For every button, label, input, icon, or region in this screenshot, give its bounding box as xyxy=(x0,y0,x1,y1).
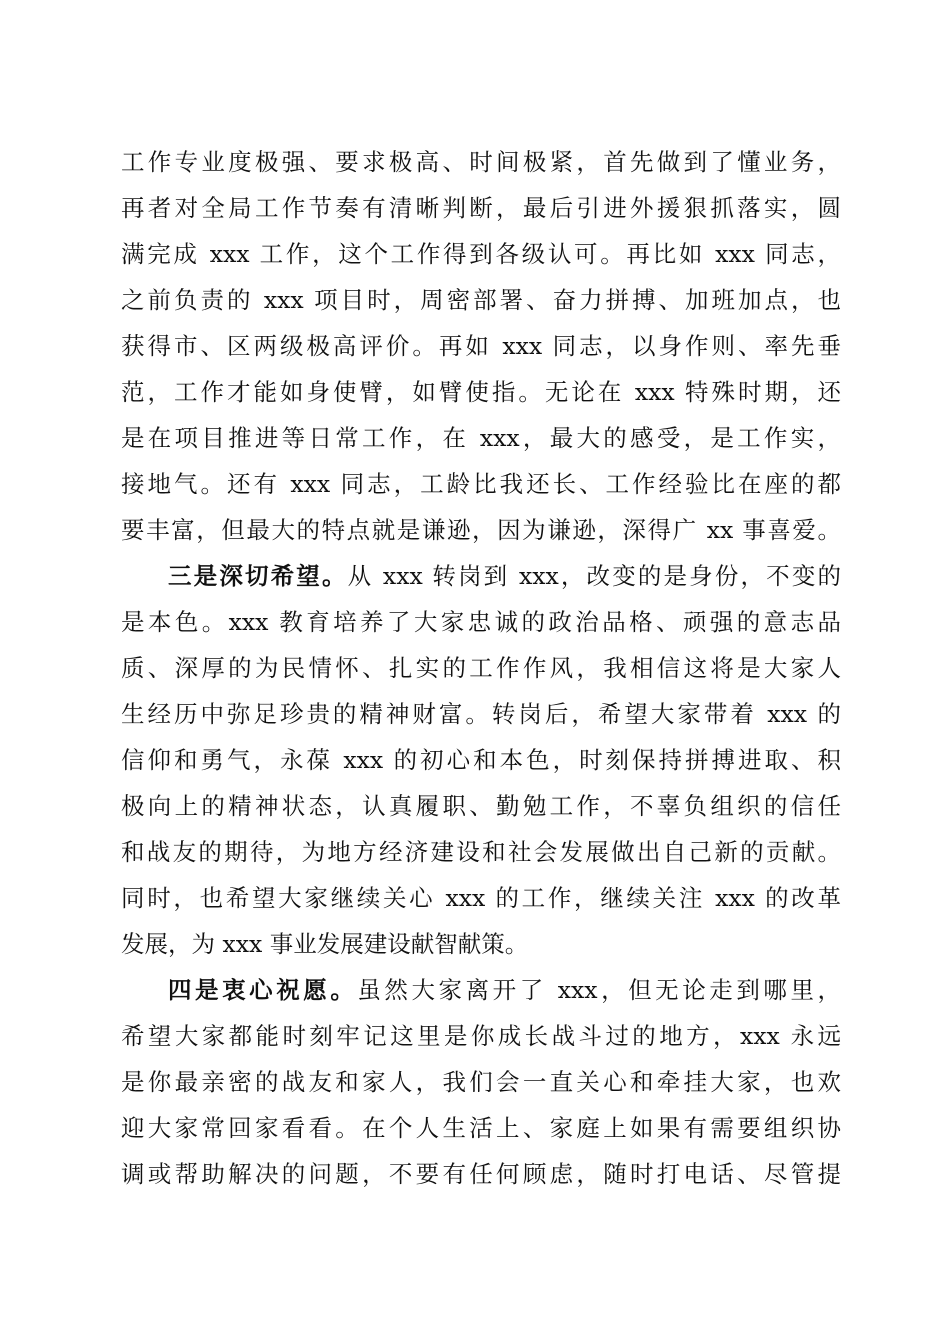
text-line: 质、深厚的为民情怀、扎实的工作作风，我相信这将是大家人 xyxy=(121,654,841,682)
paragraph-lead: 三是深切希望。 xyxy=(168,562,348,590)
text-line: 满完成 xxx 工作，这个工作得到各级认可。再比如 xxx 同志， xyxy=(121,240,841,268)
text-line: 之前负责的 xxx 项目时，周密部署、奋力拼搏、加班加点，也 xyxy=(121,286,841,314)
text-line: 接地气。还有 xxx 同志，工龄比我还长、工作经验比在座的都 xyxy=(121,470,841,498)
paragraph-lead: 四是衷心祝愿。 xyxy=(168,976,358,1004)
text-line: 再者对全局工作节奏有清晰判断，最后引进外援狠抓落实，圆 xyxy=(121,194,841,222)
text-line: 要丰富，但最大的特点就是谦逊，因为谦逊，深得广 xx 事喜爱。 xyxy=(121,516,841,544)
text-line: 生经历中弥足珍贵的精神财富。转岗后，希望大家带着 xxx 的 xyxy=(121,700,841,728)
text-line: 是本色。xxx 教育培养了大家忠诚的政治品格、顽强的意志品 xyxy=(121,608,841,636)
text-line: 是在项目推进等日常工作，在 xxx，最大的感受，是工作实， xyxy=(121,424,841,452)
text-line: 希望大家都能时刻牢记这里是你成长战斗过的地方，xxx 永远 xyxy=(121,1022,841,1050)
text-line-rest: 从 xxx 转岗到 xxx，改变的是身份，不变的 xyxy=(347,562,841,590)
text-line: 是你最亲密的战友和家人，我们会一直关心和牵挂大家，也欢 xyxy=(121,1068,841,1096)
text-line: 同时，也希望大家继续关心 xxx 的工作，继续关注 xxx 的改革 xyxy=(121,884,841,912)
text-line: 发展，为 xxx 事业发展建设献智献策。 xyxy=(121,930,529,958)
text-line: 调或帮助解决的问题，不要有任何顾虑，随时打电话、尽管提 xyxy=(121,1160,841,1188)
text-line: 和战友的期待，为地方经济建设和社会发展做出自己新的贡献。 xyxy=(121,838,841,866)
text-line-rest: 虽然大家离开了 xxx，但无论走到哪里， xyxy=(357,976,842,1004)
text-line: 信仰和勇气，永葆 xxx 的初心和本色，时刻保持拼搏进取、积 xyxy=(121,746,841,774)
text-line: 工作专业度极强、要求极高、时间极紧，首先做到了懂业务， xyxy=(121,148,841,176)
text-line: 获得市、区两级极高评价。再如 xxx 同志，以身作则、率先垂 xyxy=(121,332,841,360)
text-line: 范，工作才能如身使臂，如臂使指。无论在 xxx 特殊时期，还 xyxy=(121,378,841,406)
text-line-first xyxy=(168,561,841,591)
text-line: 极向上的精神状态，认真履职、勤勉工作，不辜负组织的信任 xyxy=(121,792,841,820)
text-line: 迎大家常回家看看。在个人生活上、家庭上如果有需要组织协 xyxy=(121,1114,841,1142)
text-line-first xyxy=(168,975,841,1005)
